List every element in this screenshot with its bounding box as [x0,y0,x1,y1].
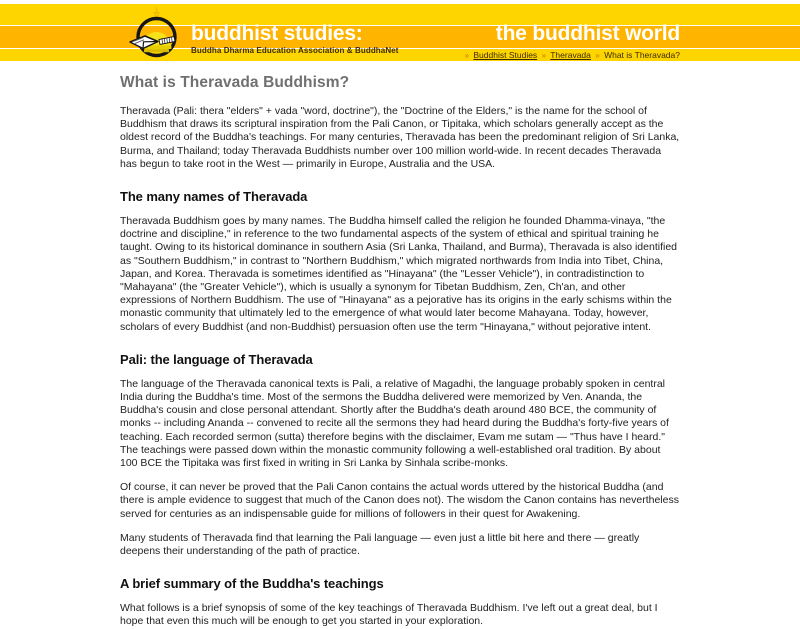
section-paragraph: Of course, it can never be proved that the Pali Canon contains the actual words uttered by the historical Buddha (and there is ample evidence to suggest that much of the Canon does not). The wisdom the Canon contains has nevertheless served for centuries as an indispensable guide for millions of followers in their quest for Awakening. [120,481,679,520]
breadcrumb [463,49,680,62]
stupa-book-logo-icon[interactable] [128,6,186,60]
breadcrumb-link-theravada[interactable]: Theravada [550,50,591,60]
breadcrumb-separator-2: » [595,51,600,60]
section-paragraph: The language of the Theravada canonical texts is Pali, a relative of Magadhi, the language probably spoken in central India during the Buddha's time. Most of the sermons the Buddha delivered were memorized by Ven. Ananda, the Buddha's cousin and close personal attendant. Shortly after the Buddha's death around 480 BCE, the community of monks -- including Ananda -- convened to recite all the sermons they had heard during the Buddha's forty-five years of teaching. Each recorded sermon (sutta) therefore begins with the disclaimer, Evam me sutam — "Thus have I heard." The teachings were passed down within the monastic community following a well-established oral tradition. By about 100 BCE the Tipitaka was first fixed in writing in Sri Lanka by Sinhala scribe-monks. [120,377,669,470]
breadcrumb-separator-1: » [541,51,547,60]
intro-paragraph: Theravada (Pali: thera "elders" + vada "word, doctrine"), the "Doctrine of the Elders," is the name for the school of Buddhism that draws its scriptural inspiration from the Pali Canon, or Tipitaka, which scholars generally accept as the oldest record of the Buddha's teachings. For many centuries, Theravada has been the predominant religion of Sri Lanka, Burma, and Thailand; today Theravada Buddhists number over 100 million world-wide. In recent decades Theravada has begun to take root in the West — primarily in Europe, Australia and the USA. [120,105,680,170]
section-heading-pali-language: Pali: the language of Theravada [120,351,313,367]
banner-stripe-top [0,4,800,25]
section-paragraph: Many students of Theravada find that learning the Pali language — even just a little bit here and there — greatly deepens their understanding of the path of practice. [120,531,640,558]
section-paragraph: Theravada Buddhism goes by many names. The Buddha himself called the religion he founded Dhamma-vinaya, "the doctrine and discipline," in reference to the two fundamental aspects of the system of ethical and spiritual training he taught. Owing to its historical dominance in southern Asia (Sri Lanka, Thailand, and Burma), Theravada is also identified as "Southern Buddhism," in contrast to "Northern Buddhism," which migrated northwards from India into Tibet, China, Japan, and Korea. Theravada is sometimes identified as "Hinayana" (the "Lesser Vehicle"), in contradistinction to "Mahayana" (the "Greater Vehicle"), which is usually a synonym for Tibetan Buddhism, Zen, Ch'an, and other expressions of Northern Buddhism. The use of "Hinayana" as a pejorative has its origins in the early schisms within the monastic community that ultimately led to the emergence of what would later become Mahayana. Today, however, scholars of every Buddhist (and non-Buddhist) persuasion often use the term "Hinayana," without pejorative intent. [120,215,678,333]
section-paragraph: What follows is a brief synopsis of some of the key teachings of Theravada Buddhism. I've left out a great deal, but I hope that even this much will be enough to get you started in your exploration. [120,602,658,628]
section-heading-brief-summary: A brief summary of the Buddha's teachings [120,576,384,592]
breadcrumb-current-page: What is Theravada? [604,50,680,60]
breadcrumb-link-buddhist-studies[interactable]: Buddhist Studies [473,50,538,60]
world-title: the buddhist world [495,22,680,45]
site-banner [0,0,800,62]
banner-stripe-middle [0,26,800,48]
section-heading-many-names: The many names of Theravada [120,189,308,205]
brand-title: buddhist studies: [191,22,363,45]
brand-subtitle: Buddha Dharma Education Association & BuddhaNet [191,46,399,55]
banner-stripe-bottom [0,49,800,61]
breadcrumb-separator-0: » [464,51,470,60]
main-content [0,74,800,629]
page-title: What is Theravada Buddhism? [120,74,350,91]
